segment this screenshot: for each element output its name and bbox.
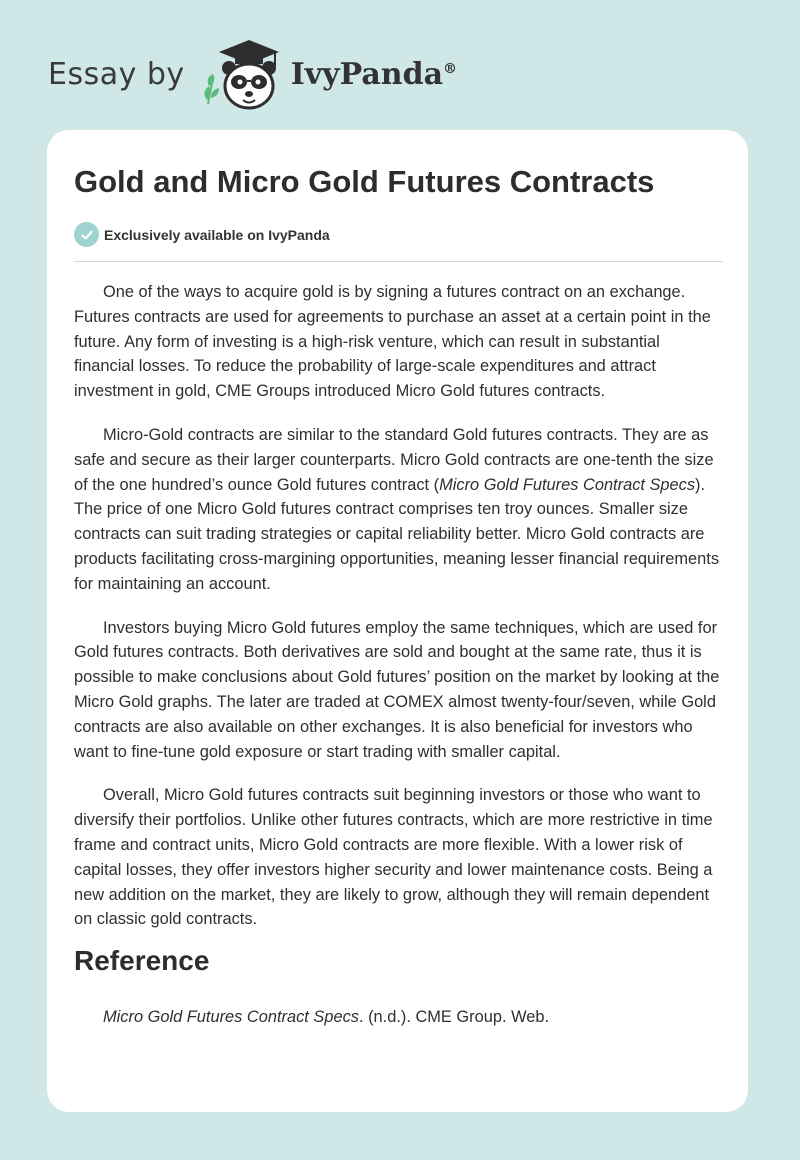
- divider: [74, 261, 723, 262]
- paragraph-1: One of the ways to acquire gold is by signing a futures contract on an exchange. Futures contracts are used for agreements to purchase an asset at a certain point in the future. Any form of investing is a high-risk venture, which can result in substantial financial losses. To reduce the probability of large-scale expenditures and attract investment in gold, CME Groups introduced Micro Gold futures contracts.: [74, 283, 711, 401]
- reference-entry: Micro Gold Futures Contract Specs. (n.d.). CME Group. Web.: [103, 1008, 550, 1026]
- brand-logo-text: IvyPanda®: [290, 56, 458, 92]
- paragraph-3: Investors buying Micro Gold futures employ the same techniques, which are used for Gold futures contracts. Both derivatives are sold and bought at the same rate, thus it is possible to make conclusions about Gold futures’ position on the market by looking at the Micro Gold graphs. The later are traded at COMEX almost twenty-four/seven, while Gold contracts are also available on other exchanges. It is also beneficial for investors who want to fine-tune gold exposure or start trading with smaller capital.: [74, 618, 720, 761]
- exclusive-badge: [74, 222, 330, 247]
- citation: Micro Gold Futures Contract Specs: [439, 475, 696, 494]
- paragraph-2: Micro-Gold contracts are similar to the standard Gold futures contracts. They are as safe and secure as their larger counterparts. Micro Gold contracts are one-tenth the size of the one hundred’s ounce Gold futures contract (Micro Gold Futures Contract Specs). The price of one Micro Gold futures contract comprises ten troy ounces. Smaller size contracts can suit trading strategies or capital reliability better. Micro Gold contracts are products facilitating cross-margining opportunities, meaning lesser financial requirements for maintaining an account.: [74, 425, 720, 593]
- paragraph-4: Overall, Micro Gold futures contracts suit beginning investors or those who want to diversify their portfolios. Unlike other futures contracts, which are more restrictive in time frame and contract units, Micro Gold contracts are more flexible. With a lower risk of capital losses, they offer investors higher security and lower maintenance costs. Being a new addition on the market, they are likely to grow, although they will remain dependent on classic gold contracts.: [74, 786, 713, 929]
- page-title: Gold and Micro Gold Futures Contracts: [74, 164, 655, 199]
- site-header: [48, 34, 457, 114]
- essay-by-label: Essay by: [48, 56, 185, 92]
- reference-heading: Reference: [74, 945, 210, 976]
- panda-logo-icon: [199, 34, 287, 114]
- essay-body: [74, 280, 723, 951]
- essay-card: [47, 130, 748, 1112]
- exclusive-label: Exclusively available on IvyPanda: [104, 226, 330, 243]
- check-icon: [74, 222, 99, 247]
- leaf-icon: [204, 74, 219, 104]
